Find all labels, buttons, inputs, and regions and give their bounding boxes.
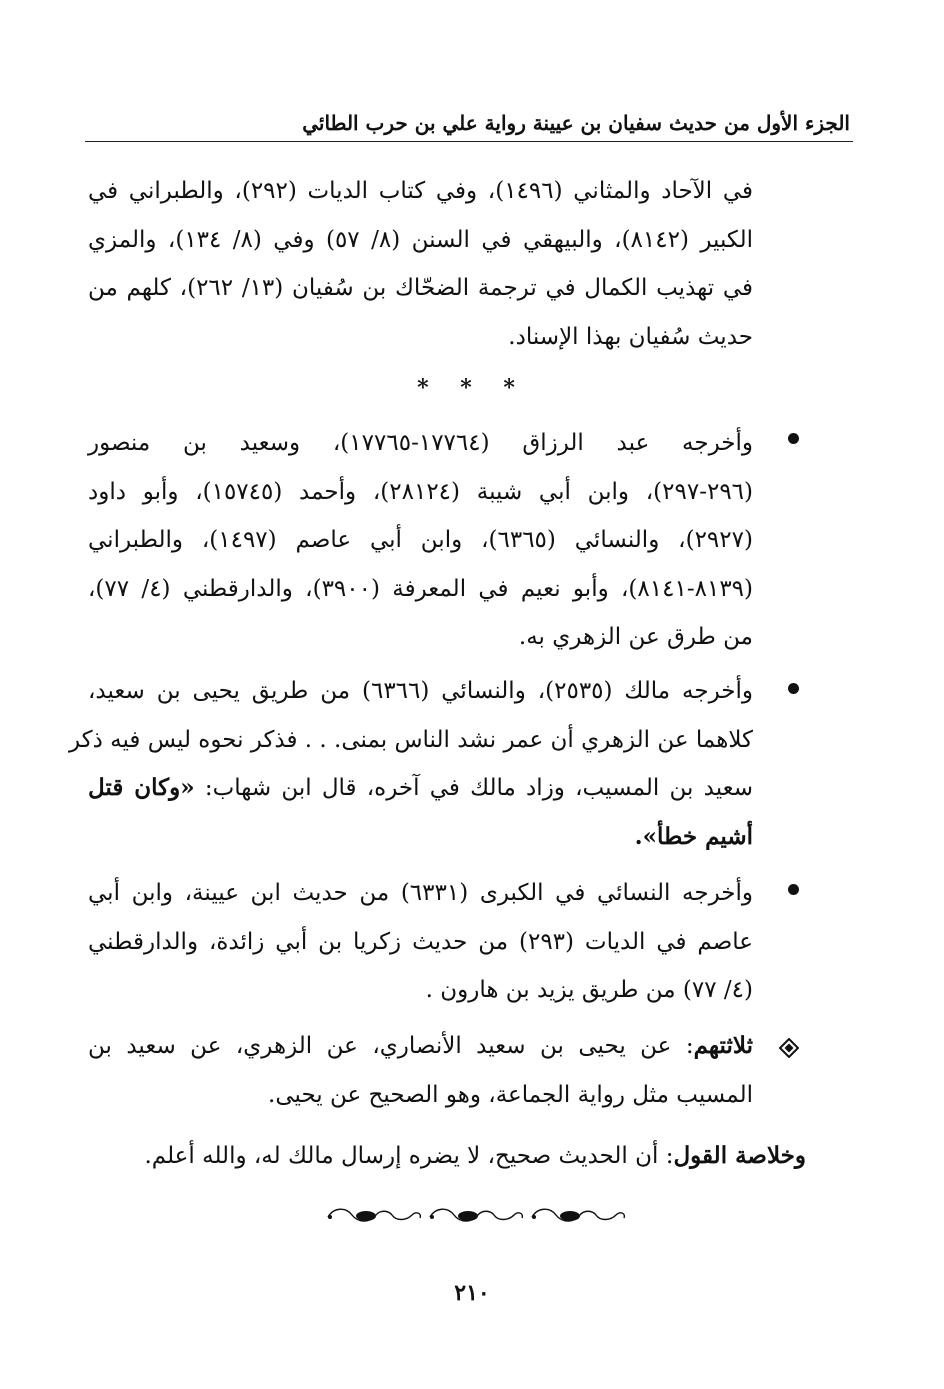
item-line: وأخرجه مالك (٢٥٣٥)، والنسائي (٦٣٦٦) من طريق يحيى بن سعيد، <box>88 678 753 704</box>
item-line: (٢٩٢٧)، والنسائي (٦٣٦٥)، وابن أبي عاصم (١٤٩٧)، والطبراني <box>88 527 753 554</box>
item-text: : عن يحيى بن سعيد الأنصاري، عن الزهري، عن سعيد بن <box>88 1033 694 1059</box>
lead-term: ثلاثتهم <box>693 1032 753 1059</box>
item-text: سعيد بن المسيب، وزاد مالك في آخره، قال ابن شهاب: <box>194 775 754 802</box>
intro-paragraph <box>88 167 753 361</box>
list-item <box>88 869 753 1015</box>
item-line <box>88 1022 753 1071</box>
quote-text: أشيم خطأ». <box>634 822 753 850</box>
list-item <box>68 667 754 861</box>
item-line: المسيب مثل رواية الجماعة، وهو الصحيح عن يحيى. <box>268 1081 753 1108</box>
item-line: من طرق عن الزهري به. <box>518 624 753 651</box>
ornament-divider-icon <box>322 1203 632 1229</box>
item-line: كلاهما عن الزهري أن عمر نشد الناس بمنى. . . فذكر نحوه ليس فيه ذكر <box>68 726 753 753</box>
conclusion-label: وخلاصة القول <box>673 1142 806 1169</box>
list-item <box>88 1022 753 1119</box>
bullet-icon <box>788 683 799 694</box>
item-line: وأخرجه عبد الرزاق (١٧٧٦٤-١٧٧٦٥)، وسعيد بن منصور <box>88 430 754 456</box>
list-item <box>88 419 753 662</box>
conclusion <box>118 1132 806 1180</box>
bullet-icon <box>788 884 799 895</box>
page-number: ٢١٠ <box>454 1280 490 1306</box>
intro-line: الكبير (٨١٤٢)، والبيهقي في السنن (٨/ ٥٧) وفي (٨/ ١٣٤)، والمزي <box>88 226 754 253</box>
quote-text: «وكان قتل <box>88 774 195 802</box>
bullet-icon <box>788 433 799 444</box>
conclusion-text: : أن الحديث صحيح، لا يضره إرسال مالك له، والله أعلم. <box>144 1143 674 1169</box>
item-line: (٤/ ٧٧) من طريق يزيد بن هارون . <box>425 977 753 1004</box>
header-rule <box>85 141 853 142</box>
item-line <box>88 764 753 813</box>
item-line: (٢٩٦-٢٩٧)، وابن أبي شيبة (٢٨١٢٤)، وأحمد (١٥٧٤٥)، وأبو داود <box>88 478 754 505</box>
section-separator: * * * <box>417 375 527 401</box>
diamond-icon <box>779 1038 799 1058</box>
item-line: (٨١٣٩-٨١٤١)، وأبو نعيم في المعرفة (٣٩٠٠)، والدارقطني (٤/ ٧٧)، <box>88 575 754 602</box>
running-header: الجزء الأول من حديث سفيان بن عيينة رواية علي بن حرب الطائي <box>302 111 850 135</box>
intro-line: في تهذيب الكمال في ترجمة الضحّاك بن سُفيان (١٣/ ٢٦٢)، كلهم من <box>88 275 754 302</box>
item-line: وأخرجه النسائي في الكبرى (٦٣٣١) من حديث ابن عيينة، وابن أبي <box>88 880 753 906</box>
intro-line: حديث سُفيان بهذا الإسناد. <box>508 323 753 350</box>
item-line: عاصم في الديات (٢٩٣) من حديث زكريا بن أبي زائدة، والدارقطني <box>88 928 753 955</box>
intro-line: في الآحاد والمثاني (١٤٩٦)، وفي كتاب الديات (٢٩٢)، والطبراني في <box>88 178 753 204</box>
